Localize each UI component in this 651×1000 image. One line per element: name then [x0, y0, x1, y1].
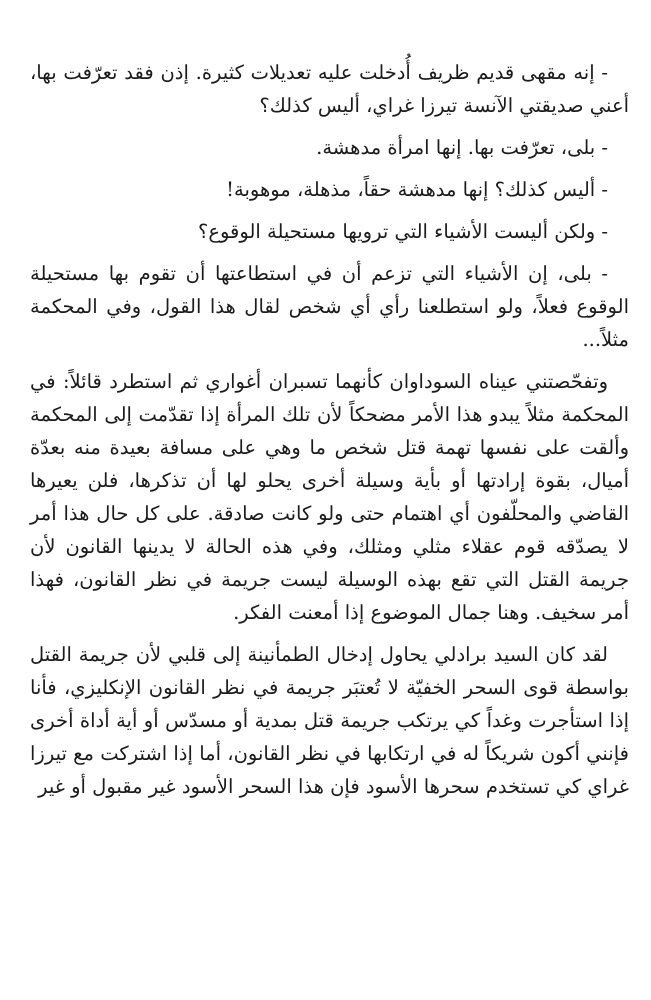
dialogue-paragraph-yes: - بلى، تعرّفت بها. إنها امرأة مدهشة.	[316, 136, 608, 159]
dialogue-paragraph-court: - بلى، إن الأشياء التي تزعم أن في استطاعتها أن تقوم بها مستحيلة الوقوع فعلاً، ولو استطلعنا رأي أي شخص لقال هذا القول، وفي المحكمة مثلاً...	[30, 262, 629, 351]
narrative-paragraph-bradley: لقد كان السيد برادلي يحاول إدخال الطمأنينة إلى قلبي لأن جريمة القتل بواسطة قوى السحر الخفيّة لا تُعتبَر جريمة في نظر القانون الإنكليزي، فأنا إذا استأجرت وغداً كي يرتكب جريمة قتل بمدية أو مسدّس أو أية أداة أخرى فإنني أكون شريكاً له في ارتكابها في نظر القانون، أما إذا اشتركت مع تيرزا غراي كي تستخدم سحرها الأسود فإن هذا السحر الأسود غير مقبول أو غير	[30, 643, 629, 798]
dialogue-paragraph-impossible: - ولكن أليست الأشياء التي ترويها مستحيلة الوقوع؟	[198, 220, 608, 243]
page-text	[30, 56, 629, 803]
narrative-paragraph-eyes: وتفحّصتني عيناه السوداوان كأنهما تسبران أغواري ثم استطرد قائلاً: في المحكمة مثلاً يبدو هذا الأمر مضحكاً لأن تلك المرأة إذا تقدّمت إلى المحكمة وألقت على نفسها تهمة قتل شخص ما وهي على مسافة بعيدة منه بعدّة أميال، بقوة إرادتها أو بأية وسيلة أخرى يحلو لها أن تذكرها، فلن يعيرها القاضي والمحلّفون أي اهتمام حتى ولو كانت صادقة. على كل حال هذا أمر لا يصدّقه قوم عقلاء مثلي ومثلك، وفي هذه الحالة لا يدينها القانون لأن جريمة القتل التي تقع بهذه الوسيلة ليست جريمة في نظر القانون، فهذا أمر سخيف. وهنا جمال الموضوع إذا أمعنت الفكر.	[30, 370, 629, 624]
dialogue-paragraph-cafe: - إنه مقهى قديم ظريف أُدخلت عليه تعديلات كثيرة. إذن فقد تعرّفت بها، أعني صديقتي الآنسة تيرزا غراي، أليس كذلك؟	[30, 61, 629, 117]
dialogue-paragraph-amazing: - أليس كذلك؟ إنها مدهشة حقاً، مذهلة، موهوبة!	[226, 178, 608, 201]
